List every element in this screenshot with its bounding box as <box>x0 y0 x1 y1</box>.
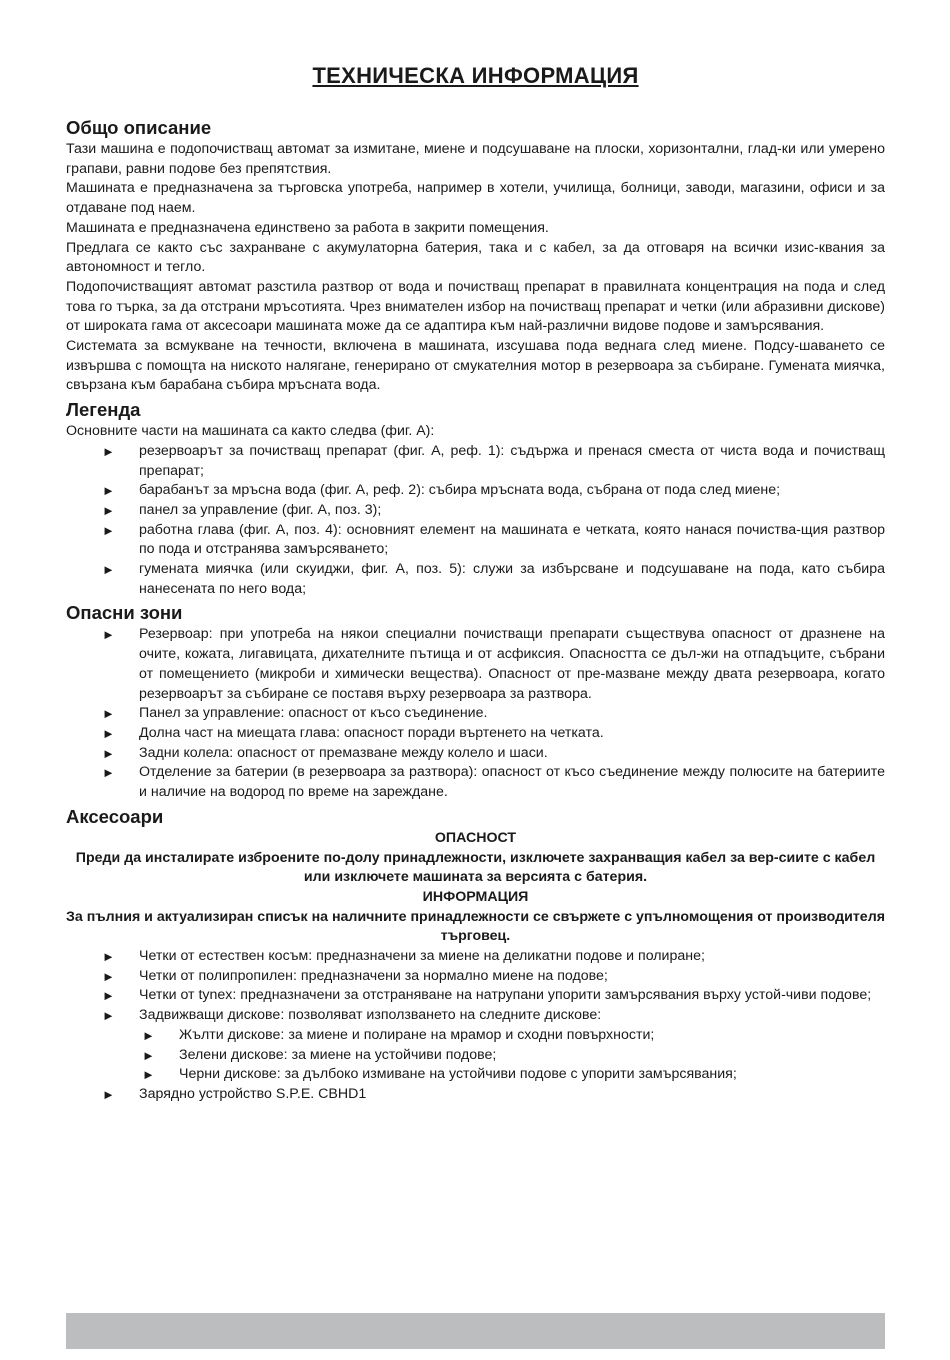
list-item <box>66 967 885 987</box>
list-item <box>66 763 885 802</box>
bullet-arrow-icon: ► <box>102 1008 115 1024</box>
list-item <box>66 501 885 521</box>
paragraph: Подопочистващият автомат разстила разтвор от вода и почистващ препарат в правилната концентрация на пода и след това го търка, за да отстрани мръсотията. Чрез внимателен избор на почистващ препарат и четки (или абразивни дискове) от широката гама от аксесоари машината може да се адаптира към най-различни видове подове и замърсявания. <box>66 278 885 335</box>
list-item-text: Жълти дискове: за миене и полиране на мрамор и сходни повърхности; <box>179 1026 655 1043</box>
list-item <box>66 724 885 744</box>
paragraph: Системата за всмукване на течности, включена в машината, изсушава пода веднага след миене. Подсу-шаването се извършва с помощта на ниското налягане, генерирано от смукателния мотор в резервоара за събиране. Гумената миячка, свързана към барабана събира мръсната вода. <box>66 338 885 394</box>
list-item <box>66 986 885 1006</box>
bullet-arrow-icon: ► <box>102 968 115 984</box>
sub-bullet-list <box>139 1026 885 1085</box>
list-item-text: работна глава (фиг. А, поз. 4): основният елемент на машината е четката, която нанася почиства-щия разтвор по пода и отстранява замърсяването; <box>139 521 885 558</box>
danger-label: ОПАСНОСТ <box>434 829 517 846</box>
list-item <box>66 744 885 764</box>
list-item <box>66 625 885 704</box>
list-item-text: Задни колела: опасност от премазване между колело и шаси. <box>139 744 548 761</box>
list-item <box>66 947 885 967</box>
section-heading: Общо описание <box>66 117 212 138</box>
sub-list-item <box>139 1026 885 1046</box>
paragraph: Машината е предназначена единствено за работа в закрити помещения. <box>66 219 549 236</box>
bullet-arrow-icon: ► <box>102 522 115 538</box>
list-item-text: Зарядно устройство S.P.E. CBHD1 <box>139 1085 367 1102</box>
bullet-list <box>66 442 885 600</box>
section-heading: Легенда <box>66 399 141 421</box>
bullet-arrow-icon: ► <box>102 706 115 722</box>
list-item-text: Отделение за батерии (в резервоара за разтвора): опасност от късо съединение между полюсите на батериите и наличие на водород по време на зареждане. <box>139 764 885 801</box>
bullet-arrow-icon: ► <box>102 483 115 499</box>
bullet-arrow-icon: ► <box>102 502 115 518</box>
list-item <box>66 1006 885 1085</box>
list-item-text: Черни дискове: за дълбоко измиване на устойчиви подове с упорити замърсявания; <box>179 1066 737 1083</box>
list-item <box>66 560 885 599</box>
danger-notice: Преди да инсталирате изброените по-долу принадлежности, изключете захранващия кабел за вер-сиите с кабел или изключете машината за версията с батерия. <box>75 849 876 886</box>
bullet-arrow-icon: ► <box>102 765 115 781</box>
section-heading: Аксесоари <box>66 805 164 827</box>
paragraph: Основните части на машината са както следва (фиг. А): <box>66 423 435 440</box>
bullet-arrow-icon: ► <box>102 745 115 761</box>
bullet-arrow-icon: ► <box>102 725 115 741</box>
section-accessories <box>66 805 885 1105</box>
bullet-arrow-icon: ► <box>142 1047 155 1063</box>
paragraph: Предлага се както със захранване с акумулаторна батерия, така и с кабел, за да отговаря на всички изис-квания за автономност и тегло. <box>66 239 885 276</box>
document-content <box>66 116 885 1105</box>
list-item-text: гумената миячка (или скуиджи, фиг. А, поз. 5): служи за избърсване и подсушаване на пода, като събира нанесената по него вода; <box>139 561 885 597</box>
bullet-arrow-icon: ► <box>102 562 115 578</box>
bullet-arrow-icon: ► <box>142 1067 155 1083</box>
list-item-text: Четки от естествен косъм: предназначени за миене на деликатни подове и полиране; <box>139 948 705 965</box>
bullet-list <box>66 947 885 1105</box>
footer-bar <box>66 1313 885 1349</box>
list-item-text: Резервоар: при употреба на някои специални почистващи препарати съществува опасност от дразнене на очите, кожата, лигавицата, дихателните пътища и от асфиксия. Опасността се дъл-жи на отпадъците, събрани от помещението (микроби и химически вещества). Опасност от пре-мазване между двата резервоара, когато резервоарът за събиране се поставя върху резервоара за разтвора. <box>139 626 885 702</box>
bullet-arrow-icon: ► <box>142 1027 155 1043</box>
list-item-text: Задвижващи дискове: позволяват използването на следните дискове: <box>139 1007 602 1024</box>
list-item-text: Панел за управление: опасност от късо съединение. <box>139 705 488 722</box>
bullet-arrow-icon: ► <box>102 1086 115 1102</box>
list-item <box>66 704 885 724</box>
section-danger-zones <box>66 601 885 802</box>
list-item <box>66 521 885 560</box>
list-item <box>66 442 885 481</box>
list-item <box>66 1085 885 1105</box>
paragraph: Машината е предназначена за търговска употреба, например в хотели, училища, болници, заводи, магазини, офиси и за отдаване под наем. <box>66 180 885 217</box>
sub-list-item <box>139 1065 885 1085</box>
bullet-arrow-icon: ► <box>102 443 115 459</box>
info-notice: За пълния и актуализиран списък на наличните принадлежности се свържете с упълномощения от производителя търговец. <box>66 908 885 945</box>
info-label: ИНФОРМАЦИЯ <box>422 888 529 905</box>
list-item-text: панел за управление (фиг. А, поз. 3); <box>139 501 382 518</box>
sub-list-item <box>139 1046 885 1066</box>
list-item-text: Долна част на миещата глава: опасност поради въртенето на четката. <box>139 724 604 741</box>
bullet-list <box>66 625 885 802</box>
list-item-text: Четки от tynex: предназначени за отстраняване на натрупани упорити замърсявания върху устой-чиви подове; <box>139 987 872 1004</box>
bullet-arrow-icon: ► <box>102 627 115 643</box>
section-heading: Опасни зони <box>66 602 183 624</box>
section-general <box>66 116 885 396</box>
list-item-text: Четки от полипропилен: предназначени за нормално миене на подове; <box>139 967 608 984</box>
bullet-arrow-icon: ► <box>102 949 115 965</box>
list-item <box>66 481 885 501</box>
page-title: ТЕХНИЧЕСКА ИНФОРМАЦИЯ <box>312 63 639 88</box>
bullet-arrow-icon: ► <box>102 988 115 1004</box>
section-legend <box>66 398 885 599</box>
list-item-text: резервоарът за почистващ препарат (фиг. А, реф. 1): съдържа и пренася сместа от чиста вода и почистващ препарат; <box>139 442 885 479</box>
paragraph: Тази машина е подопочистващ автомат за измитане, миене и подсушаване на плоски, хоризонтални, глад-ки или умерено грапави, равни подове без препятствия. <box>66 141 885 177</box>
list-item-text: Зелени дискове: за миене на устойчиви подове; <box>179 1046 497 1063</box>
list-item-text: барабанът за мръсна вода (фиг. А, реф. 2): събира мръсната вода, събрана от пода след миене; <box>139 482 781 499</box>
